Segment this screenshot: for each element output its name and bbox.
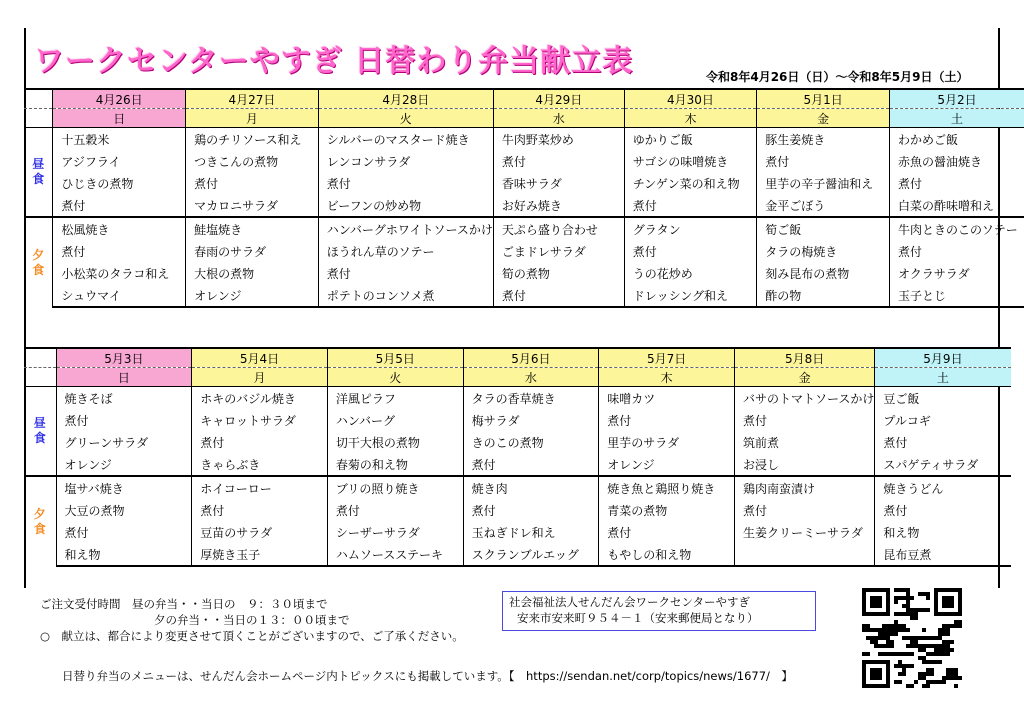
dinner-menu-item: 和え物 [56,543,192,566]
lunch-menu-item: プルコギ [875,409,1011,431]
dinner-menu-item: もやしの和え物 [599,543,735,566]
lunch-menu-item: 煮付 [734,409,874,431]
date-cell: 5月8日 [734,348,874,368]
page-title: ワークセンターやすぎ 日替わり弁当献立表 [34,44,634,79]
date-cell: 5月1日 [757,89,890,109]
dinner-menu-item: 焼き肉 [463,476,599,499]
lunch-menu-item: 煮付 [889,172,1024,194]
lunch-menu-item: アジフライ [53,150,186,172]
dinner-menu-item: 刻み昆布の煮物 [757,262,890,284]
dinner-menu-item: 煮付 [875,499,1011,521]
date-cell: 5月5日 [327,348,463,368]
lunch-menu-item: ゆかりご飯 [624,128,757,151]
weekday-cell: 日 [53,109,186,128]
lunch-menu-item: 豆ご飯 [875,387,1011,410]
note-line-3: ○ 献立は、都合により変更させて頂くことがございますので、ご了承ください。 [40,629,464,643]
menu-table-week1 [24,88,1024,308]
lunch-menu-item: 梅サラダ [463,409,599,431]
dinner-menu-item: 煮付 [56,521,192,543]
lunch-menu-item: 煮付 [463,453,599,476]
lunch-menu-item: 煮付 [56,409,192,431]
organization-box [502,591,816,631]
dinner-menu-item: 青菜の煮物 [599,499,735,521]
dinner-menu-item: 筍の煮物 [493,262,624,284]
lunch-menu-item: 牛肉野菜炒め [493,128,624,151]
lunch-menu-item: 煮付 [53,194,186,217]
dinner-menu-item: 松風焼き [53,217,186,240]
dinner-menu-item: 牛肉ときのこのソテー [889,217,1024,240]
date-cell: 5月6日 [463,348,599,368]
dinner-menu-item: 天ぷら盛り合わせ [493,217,624,240]
lunch-menu-item: 煮付 [192,431,328,453]
dinner-menu-item: 煮付 [463,499,599,521]
weekday-cell: 金 [757,109,890,128]
lunch-menu-item: 焼きそば [56,387,192,410]
lunch-menu-item: ホキのバジル焼き [192,387,328,410]
weekday-cell: 水 [463,368,599,387]
date-cell: 5月4日 [192,348,328,368]
date-cell: 4月28日 [318,89,493,109]
lunch-menu-item: 十五穀米 [53,128,186,151]
weekday-cell: 水 [493,109,624,128]
footer-text[interactable]: 日替り弁当のメニューは、せんだん会ホームページ内トピックスにも掲載しています。【 https://sendan.net/corp/topics/news/1677/ 】 [62,669,793,683]
lunch-menu-item: お好み焼き [493,194,624,217]
date-cell: 4月27日 [186,89,319,109]
dinner-menu-item: ポテトのコンソメ煮 [318,284,493,307]
lunch-menu-item: スパゲティサラダ [875,453,1011,476]
dinner-menu-item: 和え物 [875,521,1011,543]
dinner-menu-item: 煮付 [327,499,463,521]
date-cell: 5月9日 [875,348,1011,368]
weekday-cell: 木 [624,109,757,128]
date-cell: 5月3日 [56,348,192,368]
dinner-menu-item: 塩サバ焼き [56,476,192,499]
lunch-menu-item: 煮付 [493,150,624,172]
weekday-cell: 土 [875,368,1011,387]
lunch-menu-item: シルバーのマスタード焼き [318,128,493,151]
organization-address: 安来市安来町９５４－１（安来郵便局となり） [517,611,759,625]
dinner-menu-item: 煮付 [889,240,1024,262]
lunch-menu-item: チンゲン菜の和え物 [624,172,757,194]
dinner-menu-item: 煮付 [493,284,624,307]
lunch-label: 昼 食 [33,416,46,445]
dinner-menu-item: グラタン [624,217,757,240]
dinner-menu-item: 大豆の煮物 [56,499,192,521]
dinner-menu-item: 煮付 [318,262,493,284]
dinner-menu-item: ハンバーグホワイトソースかけ [318,217,493,240]
lunch-menu-item: 煮付 [624,194,757,217]
lunch-menu-item: レンコンサラダ [318,150,493,172]
dinner-menu-item: 大根の煮物 [186,262,319,284]
lunch-menu-item: 金平ごぼう [757,194,890,217]
dinner-menu-item: 煮付 [192,499,328,521]
dinner-menu-item: ほうれん草のソテー [318,240,493,262]
lunch-menu-item: オレンジ [56,453,192,476]
dinner-menu-item: ホイコーロー [192,476,328,499]
lunch-menu-item: 香味サラダ [493,172,624,194]
lunch-menu-item: 鶏のチリソース和え [186,128,319,151]
dinner-label: 夕 食 [32,247,45,277]
note-line-1: ご注文受付時間 昼の弁当・・当日の ９：３０頃まで [40,597,328,611]
dinner-menu-item: スクランブルエッグ [463,543,599,566]
lunch-menu-item: 里芋のサラダ [599,431,735,453]
weekday-cell: 月 [192,368,328,387]
dinner-menu-item: 酢の物 [757,284,890,307]
lunch-menu-item: グリーンサラダ [56,431,192,453]
dinner-label: 夕 食 [33,506,46,536]
lunch-menu-item: 煮付 [186,172,319,194]
date-cell: 4月29日 [493,89,624,109]
lunch-menu-item: キャロットサラダ [192,409,328,431]
dinner-menu-item: 昆布豆煮 [875,543,1011,566]
dinner-menu-item: 煮付 [624,240,757,262]
lunch-menu-item: ひじきの煮物 [53,172,186,194]
dinner-menu-item: 煮付 [599,521,735,543]
dinner-menu-item: シュウマイ [53,284,186,307]
lunch-menu-item: きゃらぶき [192,453,328,476]
dinner-menu-item: 豆苗のサラダ [192,521,328,543]
lunch-label: 昼 食 [32,157,45,186]
lunch-menu-item: ビーフンの炒め物 [318,194,493,217]
lunch-menu-item: お浸し [734,453,874,476]
note-line-2: 夕の弁当・・当日の１３：００頃まで [154,613,350,627]
dinner-menu-item: 鶏肉南蛮漬け [734,476,874,499]
lunch-menu-item: 味噌カツ [599,387,735,410]
menu-table-week2 [24,347,1011,567]
lunch-menu-item: 洋風ピラフ [327,387,463,410]
date-cell: 5月7日 [599,348,735,368]
date-cell: 5月2日 [889,89,1024,109]
lunch-menu-item: つきこんの煮物 [186,150,319,172]
dinner-menu-item: ブリの照り焼き [327,476,463,499]
lunch-menu-item: オレンジ [599,453,735,476]
dinner-menu-item: 玉ねぎドレ和え [463,521,599,543]
lunch-menu-item: 煮付 [757,150,890,172]
dinner-menu-item: 煮付 [53,240,186,262]
dinner-menu-item: 厚焼き玉子 [192,543,328,566]
lunch-menu-item: 里芋の辛子醤油和え [757,172,890,194]
lunch-menu-item: 煮付 [318,172,493,194]
dinner-menu-item: 春雨のサラダ [186,240,319,262]
lunch-menu-item: サゴシの味噌焼き [624,150,757,172]
dinner-menu-item: 鮭塩焼き [186,217,319,240]
dinner-menu-item: 焼きうどん [875,476,1011,499]
weekday-cell: 火 [327,368,463,387]
lunch-menu-item: マカロニサラダ [186,194,319,217]
dinner-menu-item: ハムソースステーキ [327,543,463,566]
dinner-menu-item [734,543,874,566]
lunch-menu-item: 豚生姜焼き [757,128,890,151]
weekday-cell: 火 [318,109,493,128]
weekday-cell: 金 [734,368,874,387]
lunch-menu-item: 筑前煮 [734,431,874,453]
dinner-menu-item: オレンジ [186,284,319,307]
lunch-menu-item: わかめご飯 [889,128,1024,151]
dinner-menu-item: シーザーサラダ [327,521,463,543]
date-cell: 4月30日 [624,89,757,109]
lunch-menu-item: 白菜の酢味噌和え [889,194,1024,217]
dinner-menu-item: オクラサラダ [889,262,1024,284]
lunch-menu-item: ハンバーグ [327,409,463,431]
date-cell: 4月26日 [53,89,186,109]
lunch-menu-item: 煮付 [875,431,1011,453]
dinner-menu-item: うの花炒め [624,262,757,284]
weekday-cell: 日 [56,368,192,387]
lunch-menu-item: タラの香草焼き [463,387,599,410]
dinner-menu-item: 焼き魚と鶏照り焼き [599,476,735,499]
dinner-menu-item: 生姜クリーミーサラダ [734,521,874,543]
dinner-menu-item: 小松菜のタラコ和え [53,262,186,284]
lunch-menu-item: 赤魚の醤油焼き [889,150,1024,172]
lunch-menu-item: きのこの煮物 [463,431,599,453]
lunch-menu-item: 切干大根の煮物 [327,431,463,453]
date-range: 令和8年4月26日（日）～令和8年5月9日（土） [706,70,969,84]
lunch-menu-item: 煮付 [599,409,735,431]
weekday-cell: 木 [599,368,735,387]
weekday-cell: 土 [889,109,1024,128]
organization-name: 社会福祉法人せんだん会ワークセンターやすぎ [509,595,751,609]
weekday-cell: 月 [186,109,319,128]
dinner-menu-item: 筍ご飯 [757,217,890,240]
lunch-menu-item: バサのトマトソースかけ [734,387,874,410]
dinner-menu-item: 煮付 [734,499,874,521]
order-notes [40,596,464,644]
dinner-menu-item: 玉子とじ [889,284,1024,307]
lunch-menu-item: 春菊の和え物 [327,453,463,476]
qr-code-icon [862,588,962,688]
dinner-menu-item: ドレッシング和え [624,284,757,307]
dinner-menu-item: タラの梅焼き [757,240,890,262]
dinner-menu-item: ごまドレサラダ [493,240,624,262]
